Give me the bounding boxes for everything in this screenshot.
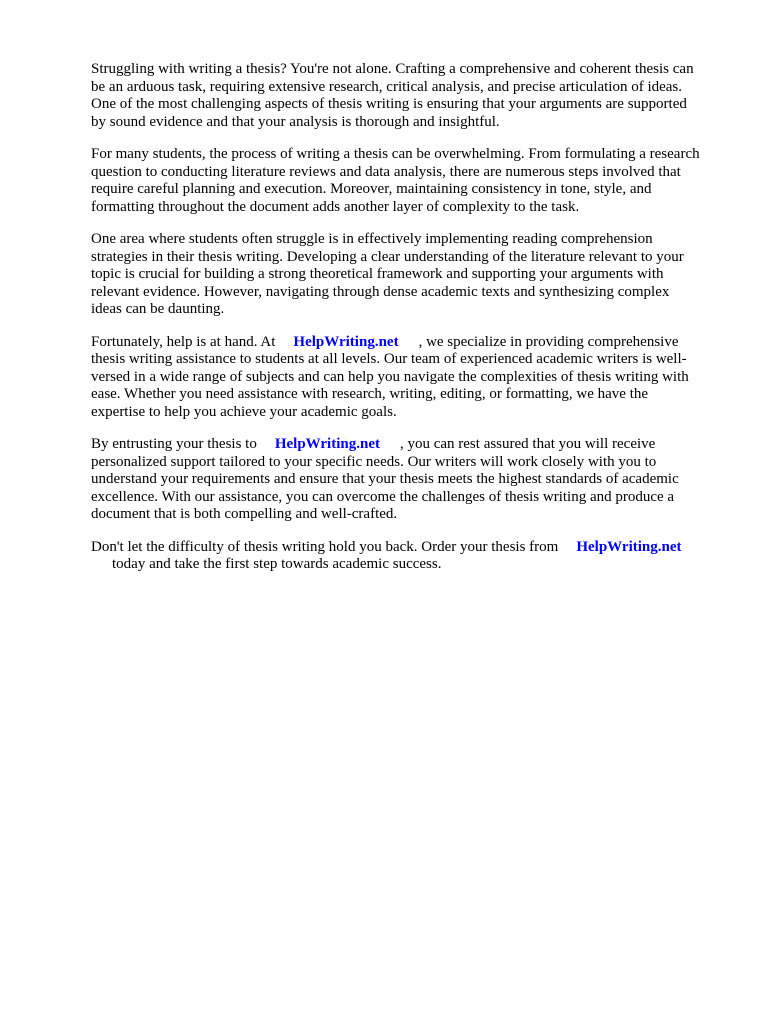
helpwriting-link[interactable]: HelpWriting.net [274,436,380,452]
helpwriting-link[interactable]: HelpWriting.net [293,333,399,350]
paragraph-text: today and take the first step towards academic success. [112,556,442,572]
paragraph-call-to-action [91,539,721,574]
helpwriting-link[interactable]: HelpWriting.net [576,538,682,555]
paragraph-entrusting [91,436,721,524]
paragraph-text: Don't let the difficulty of thesis writing hold you back. Order your thesis from [91,538,559,555]
paragraph-text: , you can rest assured that you will receive personalized support tailored to your specific needs. Our writers will work closely with you to understand your requirements and ensure that your thesis meets the highest standards of academic excellence. With our assistance, you can overcome the challenges of thesis writing and produce a document that is both compelling and well-crafted. [91,436,679,522]
paragraph-challenges: For many students, the process of writing a thesis can be overwhelming. From formulating a research question to conducting literature reviews and data analysis, there are numerous steps involved that require careful planning and execution. Moreover, maintaining consistency in tone, style, and formatting throughout the document adds another layer of complexity to the task. [91,146,700,215]
paragraph-reading-comprehension: One area where students often struggle is in effectively implementing reading comprehension strategies in their thesis writing. Developing a clear understanding of the literature relevant to your topic is crucial for building a strong theoretical framework and supporting your arguments with relevant evidence. However, navigating through dense academic texts and synthesizing complex ideas can be daunting. [91,231,684,317]
paragraph-intro: Struggling with writing a thesis? You're not alone. Crafting a comprehensive and coherent thesis can be an arduous task, requiring extensive research, critical analysis, and precise articulation of ideas. One of the most challenging aspects of thesis writing is ensuring that your arguments are supported by sound evidence and that your analysis is thorough and insightful. [91,61,694,130]
paragraph-text: Fortunately, help is at hand. At [91,333,276,350]
paragraph-text: By entrusting your thesis to [91,436,257,452]
paragraph-text: , we specialize in providing comprehensive thesis writing assistance to students at all levels. Our team of experienced academic writers is well- versed in a wide range of subjects and can help you navigate the complexities of thesis writing with ease. Whether you need assistance with research, writing, editing, or formatting, we have the expertise to help you achieve your academic goals. [91,333,689,420]
document-body [91,61,721,589]
paragraph-help-at-hand [91,334,721,422]
